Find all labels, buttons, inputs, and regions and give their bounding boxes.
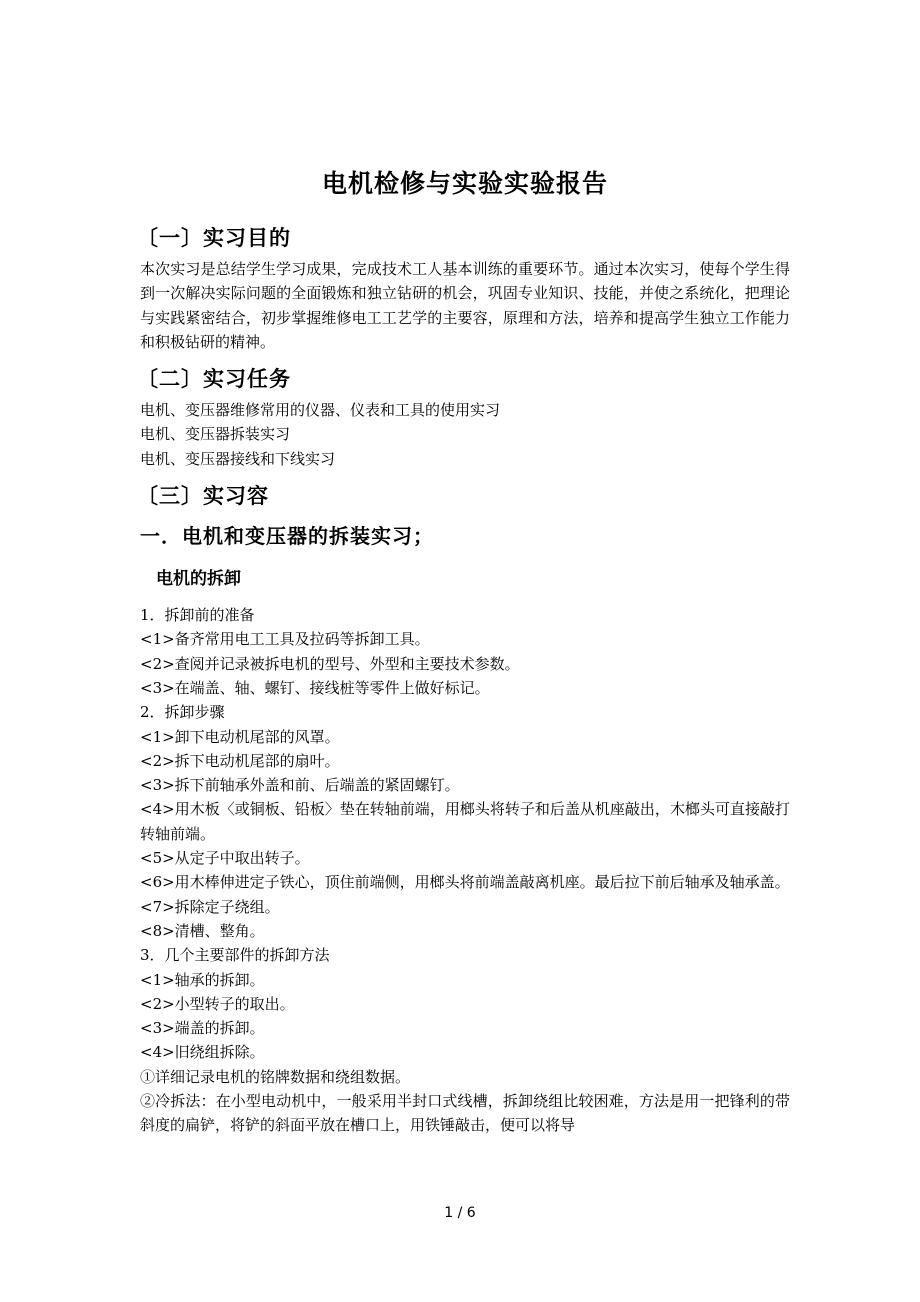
subsection-heading-motor-disassembly: 电机的拆卸 <box>156 569 241 590</box>
content-line: <3>在端盖、轴、螺钉、接线桩等零件上做好标记。 <box>140 678 490 697</box>
content-line: <5>从定子中取出转子。 <box>140 849 310 868</box>
content-line: ①详细记录电机的铭牌数据和绕组数据。 <box>140 1067 411 1086</box>
content-line: <8>清槽、整角。 <box>140 921 265 940</box>
section-heading-content: 〔三〕实习容 <box>137 483 269 509</box>
purpose-paragraph: 本次实习是总结学生学习成果，完成技术工人基本训练的重要环节。通过本次实习，使每个学生得到一次解决实际问题的全面锻炼和独立钻研的机会，巩固专业知识、技能，并使之系统化，把理论与实践紧密结合，初步掌握维修电工工艺学的主要容，原理和方法，培养和提高学生独立工作能力和积极钻研的精神。 <box>140 260 790 351</box>
task-item: 电机、变压器维修常用的仪器、仪表和工具的使用实习 <box>140 401 501 420</box>
content-line: <6>用木棒伸进定子铁心，顶住前端侧，用榔头将前端盖敲离机座。最后拉下前后轴承及轴承盖。 <box>140 873 790 892</box>
content-line: <3>拆下前轴承外盖和前、后端盖的紧固螺钉。 <box>140 776 460 795</box>
content-line: <4>旧绕组拆除。 <box>140 1043 265 1062</box>
content-line: <1>备齐常用电工工具及拉码等拆卸工具。 <box>140 630 430 649</box>
content-line: <4>用木板〈或铜板、铅板〉垫在转轴前端，用榔头将转子和后盖从机座敲出，木榔头可直接敲打转轴前端。 <box>140 800 790 843</box>
content-line: ②冷拆法：在小型电动机中，一般采用半封口式线槽，拆卸绕组比较困难，方法是用一把锋利的带斜度的扁铲，将铲的斜面平放在槽口上，用铁锤敲击，便可以将导 <box>140 1092 790 1135</box>
task-item: 电机、变压器拆装实习 <box>140 425 291 444</box>
content-line: <1>轴承的拆卸。 <box>140 970 265 989</box>
section-heading-tasks: 〔二〕实习任务 <box>137 366 291 392</box>
document-title: 电机检修与实验实验报告 <box>321 169 608 198</box>
content-line: <1>卸下电动机尾部的风罩。 <box>140 727 340 746</box>
task-item: 电机、变压器接线和下线实习 <box>140 449 336 468</box>
content-line: 1．拆卸前的准备 <box>140 606 255 625</box>
content-line: 3．几个主要部件的拆卸方法 <box>140 946 330 965</box>
document-body <box>137 165 790 1138</box>
content-line: <2>查阅并记录被拆电机的型号、外型和主要技术参数。 <box>140 654 520 673</box>
content-line: 2．拆卸步骤 <box>140 703 225 722</box>
subsection-heading-disassembly: 一．电机和变压器的拆装实习； <box>140 524 434 549</box>
content-line: <7>拆除定子绕组。 <box>140 897 280 916</box>
section-heading-purpose: 〔一〕实习目的 <box>137 225 291 250</box>
content-line: <2>拆下电动机尾部的扇叶。 <box>140 751 340 770</box>
content-line: <3>端盖的拆卸。 <box>140 1019 265 1038</box>
content-line: <2>小型转子的取出。 <box>140 994 295 1013</box>
page-number: 1 / 6 <box>444 1205 476 1221</box>
